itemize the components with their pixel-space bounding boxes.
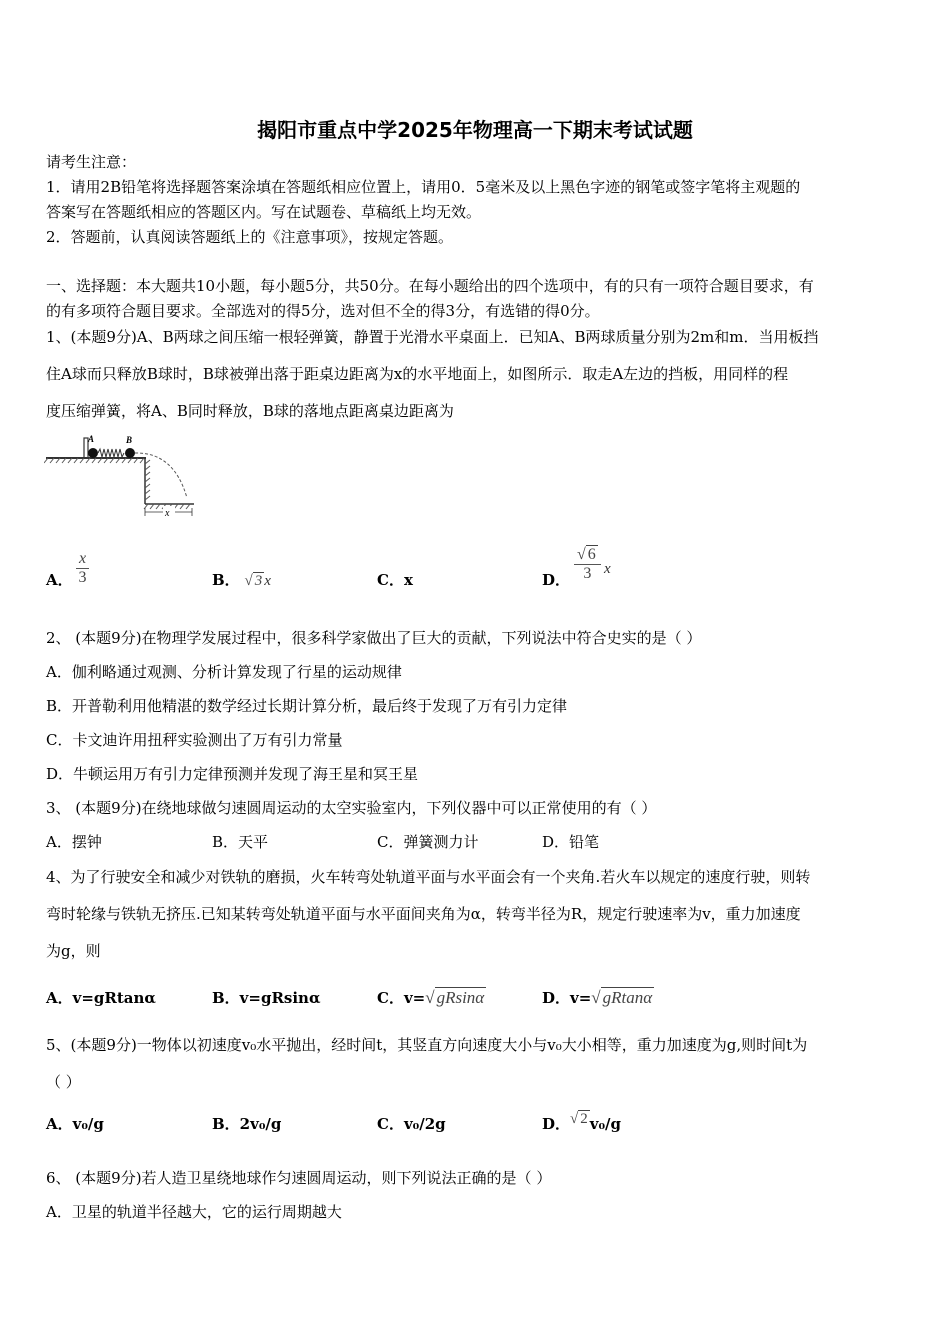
q1-option-a-label: A． <box>46 571 73 589</box>
q4-option-d-label: D．v= <box>542 989 592 1007</box>
q4-stem-line-3: 为g，则 <box>46 942 101 960</box>
q1-option-a <box>46 570 73 590</box>
q5-option-d-tail: v₀/g <box>589 1115 622 1133</box>
q5-stem-line-2: （ ） <box>46 1073 81 1091</box>
q2-option-d: D．牛顿运用万有引力定律预测并发现了海王星和冥王星 <box>46 765 419 783</box>
q3-option-c: C．弹簧测力计 <box>377 833 479 851</box>
q1-option-a-fraction <box>76 550 89 587</box>
q3-option-b: B．天平 <box>212 833 269 851</box>
q2-stem: 2、 (本题9分)在物理学发展过程中，很多科学家做出了巨大的贡献，下列说法中符合史实的是（ ） <box>46 629 702 647</box>
q5-option-d <box>542 1111 622 1135</box>
q4-option-d-sqrt: √ gRtanα <box>591 988 653 1007</box>
fig-label-x: x <box>165 508 170 518</box>
q3-stem: 3、 (本题9分)在绕地球做匀速圆周运动的太空实验室内，下列仪器中可以正常使用的有（ ） <box>46 799 657 817</box>
q4-stem-line-2: 弯时轮缘与铁轨无挤压.已知某转弯处轨道平面与水平面间夹角为α，转弯半径为R，规定行驶速率为v，重力加速度 <box>46 905 801 923</box>
q1-option-c-label: C．x <box>377 571 413 589</box>
q1-stem-line-3: 度压缩弹簧，将A、B同时释放，B球的落地点距离桌边距离为 <box>46 402 454 420</box>
q6-option-a: A．卫星的轨道半径越大，它的运行周期越大 <box>46 1203 342 1221</box>
q4-option-b: B．v=gRsinα <box>212 989 321 1007</box>
q4-option-c-sqrt: √ gRsinα <box>425 988 485 1007</box>
q5-option-d-sqrt: √ 2 <box>570 1111 588 1127</box>
q4-option-a: A．v=gRtanα <box>46 989 156 1007</box>
q4-option-c <box>377 988 486 1008</box>
q5-option-b: B．2v₀/g <box>212 1115 282 1133</box>
q4-stem-line-1: 4、为了行驶安全和减少对铁轨的磨损，火车转弯处轨道平面与水平面会有一个夹角.若火车以规定的速度行驶，则转 <box>46 868 811 886</box>
q2-option-c: C．卡文迪许用扭秤实验测出了万有引力常量 <box>46 731 343 749</box>
notice-line-1: 1．请用2B铅笔将选择题答案涂填在答题纸相应位置上，请用0．5毫米及以上黑色字迹的钢笔或签字笔将主观题的 <box>46 178 801 196</box>
notice-line-3: 2．答题前，认真阅读答题纸上的《注意事项》，按规定答题。 <box>46 228 454 246</box>
q1-option-d-var: x <box>604 561 611 577</box>
q1-option-d-denominator: 3 <box>583 565 592 582</box>
q1-option-b-var: x <box>264 573 271 589</box>
q1-option-d-numerator: √ 6 <box>574 546 601 565</box>
q2-option-a: A．伽利略通过观测、分析计算发现了行星的运动规律 <box>46 663 402 681</box>
q5-stem-line-1: 5、(本题9分)一物体以初速度v₀水平抛出，经时间t，其竖直方向速度大小与v₀大小相等，重力加速度为g,则时间t为 <box>46 1036 808 1054</box>
q1-option-b-label: B． <box>212 571 240 589</box>
q1-option-b <box>212 570 271 591</box>
q4-option-c-label: C．v= <box>377 989 426 1007</box>
q1-option-d-radicand: 6 <box>587 546 596 563</box>
q5-option-d-radicand: 2 <box>580 1111 588 1127</box>
q1-stem-line-2: 住A球而只释放B球时，B球被弹出落于距桌边距离为x的水平地面上，如图所示．取走A左边的挡板，用同样的程 <box>46 365 789 383</box>
q5-option-c: C．v₀/2g <box>377 1115 446 1133</box>
q1-option-d-label: D． <box>542 571 571 589</box>
q1-option-b-sqrt: √ 3 <box>244 573 263 589</box>
q4-option-d <box>542 988 654 1008</box>
q4-option-c-radicand: gRsinα <box>436 988 485 1007</box>
page-title: 揭阳市重点中学2025年物理高一下期末考试试题 <box>257 118 693 142</box>
section-line-1: 一、选择题：本大题共10小题，每小题5分，共50分。在每小题给出的四个选项中，有的只有一项符合题目要求，有 <box>46 277 814 295</box>
q6-stem: 6、 (本题9分)若人造卫星绕地球作匀速圆周运动，则下列说法正确的是（ ） <box>46 1169 552 1187</box>
section-line-2: 的有多项符合题目要求。全部选对的得5分，选对但不全的得3分，有选错的得0分。 <box>46 302 600 320</box>
notice-heading: 请考生注意： <box>46 153 137 171</box>
q3-option-d: D．铅笔 <box>542 833 600 851</box>
q2-option-b: B．开普勒利用他精湛的数学经过长期计算分析，最后终于发现了万有引力定律 <box>46 697 568 715</box>
q4-option-d-radicand: gRtanα <box>602 988 653 1007</box>
q1-figure <box>44 432 196 518</box>
q5-option-d-label: D． <box>542 1115 571 1133</box>
notice-line-2: 答案写在答题纸相应的答题区内。写在试题卷、草稿纸上均无效。 <box>46 203 482 221</box>
fig-label-b: B <box>126 435 133 445</box>
q1-stem-line-1: 1、(本题9分)A、B两球之间压缩一根轻弹簧，静置于光滑水平桌面上．已知A、B两球质量分别为2m和m．当用板挡 <box>46 328 819 346</box>
fig-label-a: A <box>88 434 95 444</box>
q1-option-a-numerator: x <box>76 550 89 569</box>
q1-option-a-denominator: 3 <box>78 569 87 586</box>
q5-option-a: A．v₀/g <box>46 1115 104 1133</box>
q1-option-c <box>377 570 413 590</box>
q1-option-b-radicand: 3 <box>254 573 263 589</box>
q1-option-d <box>542 570 570 590</box>
q3-option-a: A．摆钟 <box>46 833 102 851</box>
q1-option-d-fraction <box>574 546 601 583</box>
